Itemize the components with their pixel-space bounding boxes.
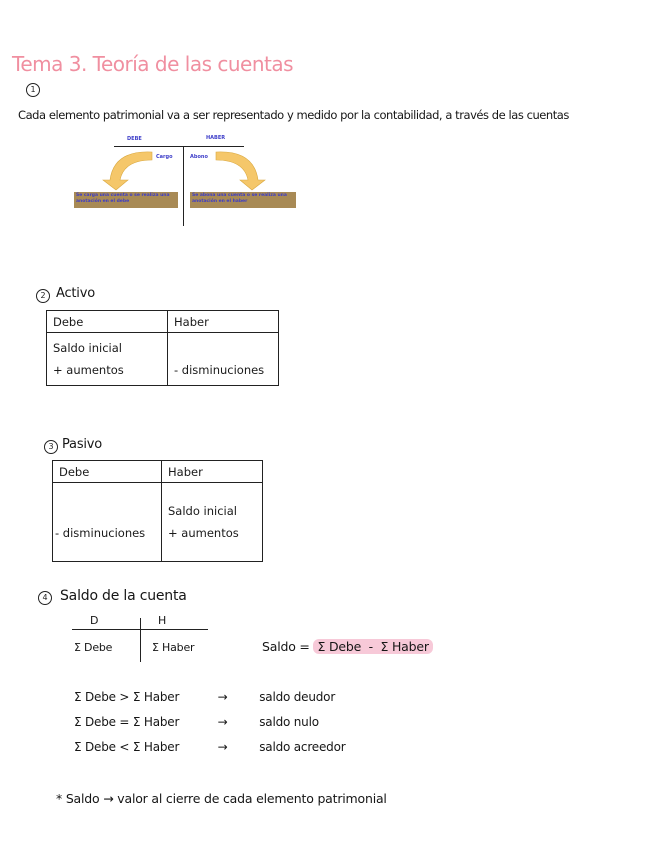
diagram-arrows bbox=[70, 132, 310, 228]
saldo-sum-debe: Σ Debe bbox=[74, 641, 113, 654]
diagram-cargo-label: Cargo bbox=[156, 154, 173, 160]
diagram-haber-label: HABER bbox=[206, 135, 226, 141]
saldo-formula-highlight: Σ Debe - Σ Haber bbox=[313, 639, 432, 654]
saldo-note: * Saldo → valor al cierre de cada elemento patrimonial bbox=[56, 791, 387, 806]
saldo-h-label: H bbox=[158, 614, 167, 627]
section-1-number: 1 bbox=[26, 83, 40, 97]
activo-debe-header: Debe bbox=[47, 311, 168, 333]
rule-row-3 bbox=[74, 740, 345, 754]
page-title: Tema 3. Teoría de las cuentas bbox=[12, 52, 294, 76]
saldo-formula bbox=[262, 639, 433, 654]
rule-1-condition: Σ Debe > Σ Haber bbox=[74, 690, 180, 704]
left-curved-arrow-icon bbox=[103, 152, 152, 190]
saldo-sum-haber: Σ Haber bbox=[152, 641, 195, 654]
saldo-t-account bbox=[72, 614, 212, 664]
pasivo-haber-header: Haber bbox=[162, 461, 263, 483]
diagram-debe-label: DEBE bbox=[127, 136, 142, 142]
activo-disminuciones: - disminuciones bbox=[168, 333, 279, 386]
pasivo-saldo-inicial: Saldo inicial bbox=[168, 504, 237, 518]
rule-1-result: saldo deudor bbox=[259, 690, 336, 704]
pasivo-disminuciones: - disminuciones bbox=[53, 483, 162, 562]
rule-2-result: saldo nulo bbox=[259, 715, 319, 729]
rule-row-2 bbox=[74, 715, 319, 729]
pasivo-aumentos: + aumentos bbox=[168, 526, 239, 540]
saldo-formula-prefix: Saldo = bbox=[262, 639, 310, 654]
diagram-abono-label: Abono bbox=[190, 154, 208, 160]
activo-saldo-inicial: Saldo inicial bbox=[53, 341, 122, 355]
right-curved-arrow-icon bbox=[216, 152, 265, 190]
activo-aumentos: + aumentos bbox=[53, 363, 124, 377]
activo-haber-header: Haber bbox=[168, 311, 279, 333]
section-3-label: Pasivo bbox=[62, 437, 103, 452]
saldo-d-label: D bbox=[90, 614, 99, 627]
rule-3-arrow-icon: → bbox=[217, 740, 228, 754]
section-4-label: Saldo de la cuenta bbox=[60, 588, 187, 604]
rule-row-1 bbox=[74, 690, 335, 704]
activo-debe-cell bbox=[47, 333, 168, 386]
section-2-number: 2 bbox=[36, 289, 50, 303]
rule-3-condition: Σ Debe < Σ Haber bbox=[74, 740, 180, 754]
section-1-text: Cada elemento patrimonial va a ser representado y medido por la contabilidad, a través de las cuentas bbox=[18, 108, 569, 122]
section-4-number: 4 bbox=[38, 591, 52, 605]
pasivo-debe-header: Debe bbox=[53, 461, 162, 483]
pasivo-t-table bbox=[52, 460, 263, 562]
t-account-diagram bbox=[70, 132, 310, 228]
diagram-right-box: Se abona una cuenta o se realiza una anotación en el haber bbox=[190, 192, 296, 208]
section-2-label: Activo bbox=[56, 286, 95, 301]
rule-2-arrow-icon: → bbox=[217, 715, 228, 729]
rule-2-condition: Σ Debe = Σ Haber bbox=[74, 715, 180, 729]
rule-1-arrow-icon: → bbox=[217, 690, 228, 704]
activo-t-table bbox=[46, 310, 279, 386]
section-3-number: 3 bbox=[44, 440, 58, 454]
pasivo-haber-cell bbox=[162, 483, 263, 562]
diagram-left-box: Se carga una cuenta o se realiza una anotación en el debe bbox=[74, 192, 178, 208]
rule-3-result: saldo acreedor bbox=[259, 740, 346, 754]
saldo-t-vertical bbox=[140, 618, 141, 662]
